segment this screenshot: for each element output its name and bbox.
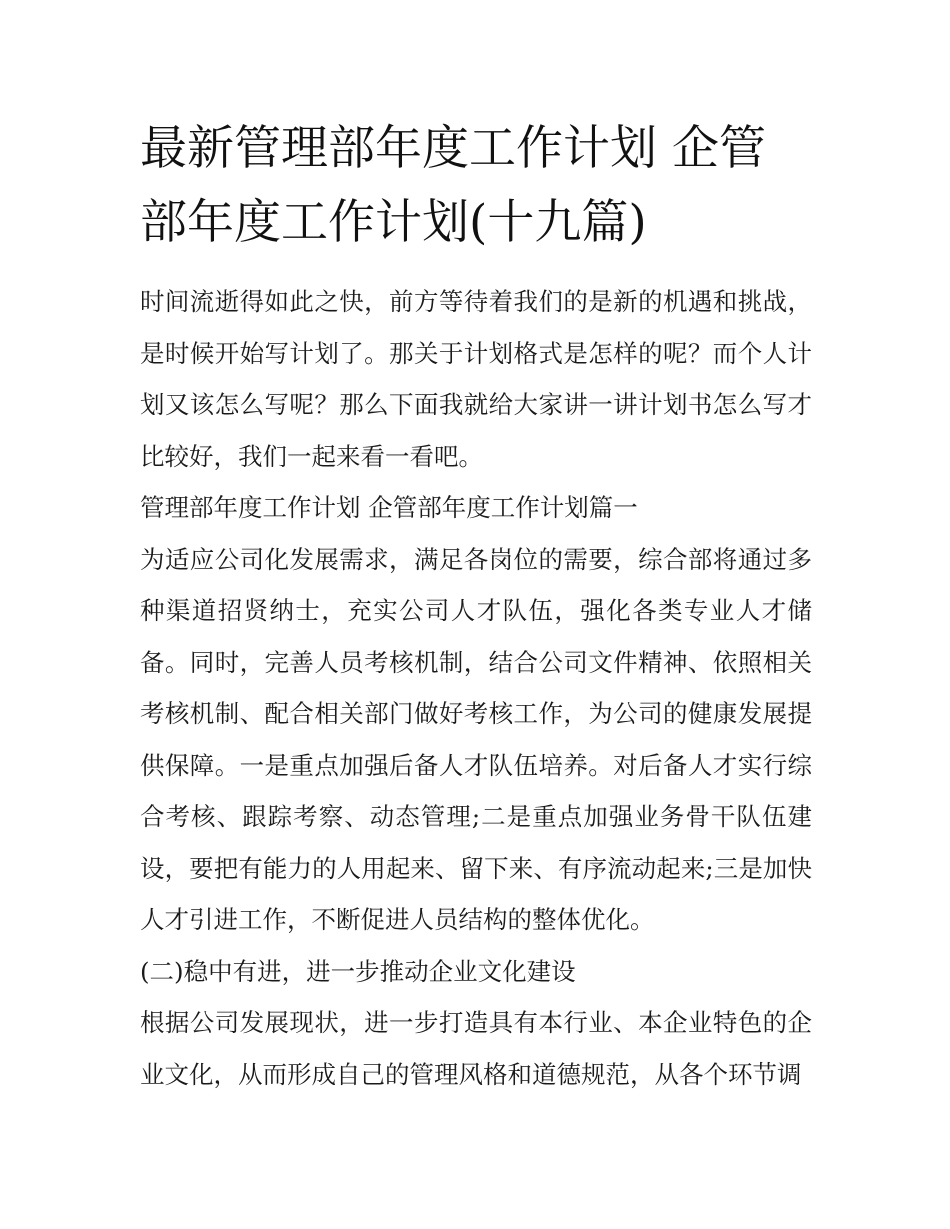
- document-title: 最新管理部年度工作计划 企管部年度工作计划(十九篇): [140, 121, 766, 250]
- intro-paragraph: 时间流逝得如此之快，前方等待着我们的是新的机遇和挑战，是时候开始写计划了。那关于计划格式是怎样的呢？而个人计划又该怎么写呢？那么下面我就给大家讲一讲计划书怎么写才比较好，我们一起来看一看吧。: [140, 287, 812, 471]
- section-2-paragraph: 根据公司发展现状，进一步打造具有本行业、本企业特色的企业文化，从而形成自己的管理风格和道德规范，从各个环节调: [140, 1008, 812, 1089]
- section-1-paragraph: 为适应公司化发展需求，满足各岗位的需要，综合部将通过多种渠道招贤纳士，充实公司人才队伍，强化各类专业人才储备。同时，完善人员考核机制，结合公司文件精神、依照相关考核机制、配合相关部门做好考核工作，为公司的健康发展提供保障。一是重点加强后备人才队伍培养。对后备人才实行综合考核、跟踪考察、动态管理;二是重点加强业务骨干队伍建设，要把有能力的人用起来、留下来、有序流动起来;三是加快人才引进工作，不断促进人员结构的整体优化。: [140, 544, 812, 934]
- section-2-heading: (二)稳中有进，进一步推动企业文化建设: [140, 956, 576, 986]
- section-1-heading: 管理部年度工作计划 企管部年度工作计划篇一: [140, 493, 638, 522]
- document-page: [140, 112, 812, 1100]
